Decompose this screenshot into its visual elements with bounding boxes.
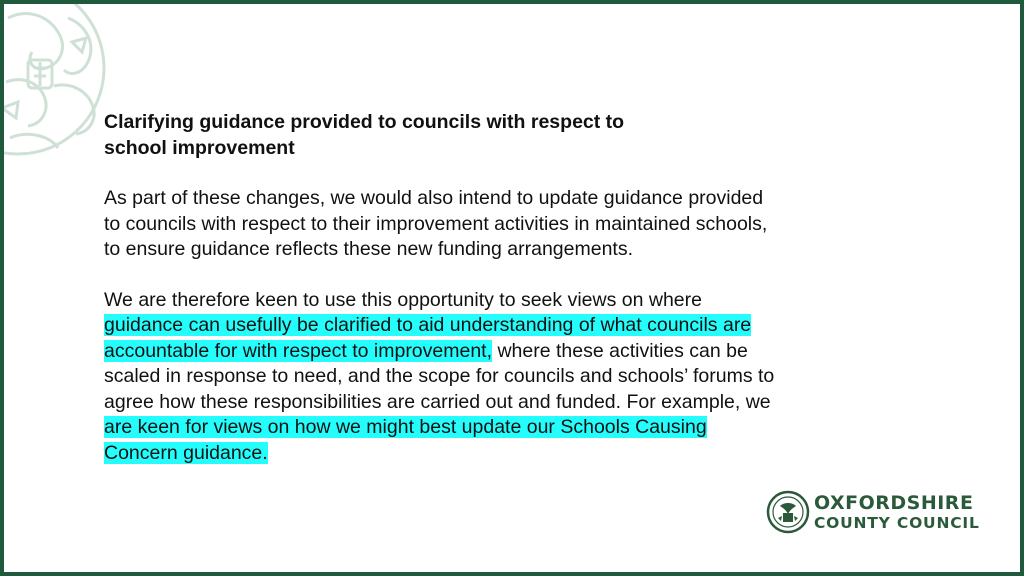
slide-heading	[104, 110, 784, 161]
paragraph-seek-views	[104, 288, 784, 467]
highlighted-text-schools-causing-concern: are keen for views on how we might best update our Schools Causing Concern guidance.	[104, 416, 707, 464]
oxfordshire-logo	[766, 488, 980, 538]
paragraph-text-a: We are therefore keen to use this opportunity to seek views on where	[104, 288, 702, 311]
slide-heading-line2: school improvement	[104, 136, 295, 159]
slide-text-body	[104, 110, 784, 491]
council-emblem-icon	[766, 490, 810, 534]
paragraph-text-b: where these activities can be scaled in response to need, and the scope for councils and schools’ forums to agree how these responsibilities are carried out and funded. For example, we	[104, 339, 775, 413]
county-crest-watermark-icon	[0, 0, 116, 166]
logo-text-county-council: COUNTY COUNCIL	[814, 514, 980, 532]
highlighted-text-guidance: guidance can usefully be clarified to aid understanding of what councils are accountable for with respect to improvement,	[104, 314, 752, 362]
slide-heading-line1: Clarifying guidance provided to councils with respect to	[104, 111, 625, 133]
paragraph-changes: As part of these changes, we would also intend to update guidance provided to councils with respect to their improvement activities in maintained schools, to ensure guidance reflects these new funding arrangements.	[104, 187, 768, 260]
logo-text-oxfordshire: OXFORDSHIRE	[814, 492, 974, 514]
